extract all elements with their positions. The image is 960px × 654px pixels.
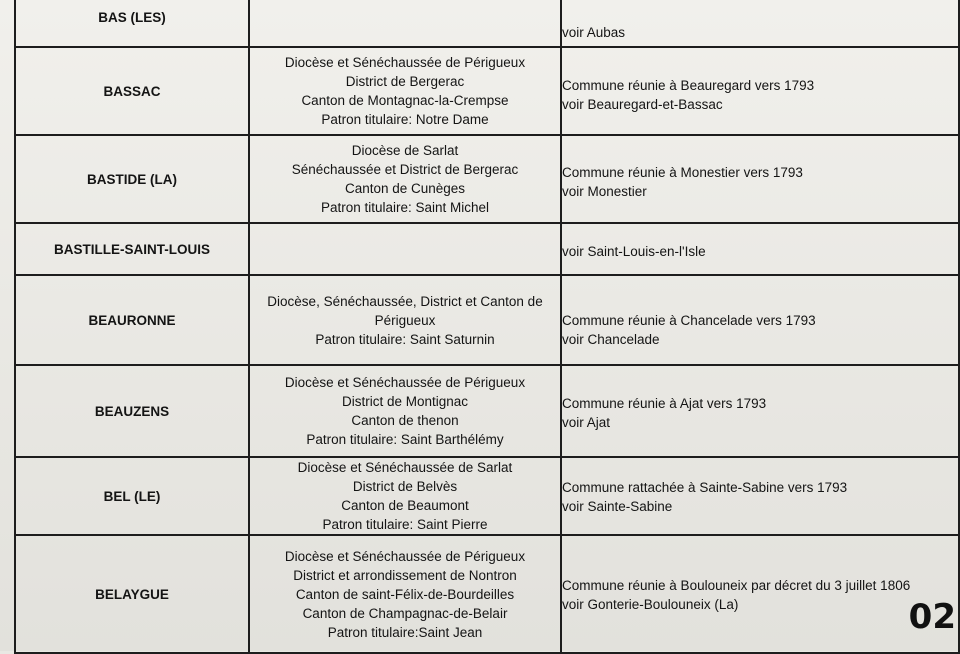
admin-info [249, 275, 561, 365]
commune-notes [561, 47, 959, 135]
commune-register-table [14, 0, 960, 654]
note-line: Commune rattachée à Sainte-Sabine vers 1793 [562, 480, 848, 495]
table-row [15, 0, 959, 47]
note-line: Commune réunie à Ajat vers 1793 [562, 396, 767, 411]
commune-name: BAS (LES) [15, 0, 249, 47]
commune-notes [561, 0, 959, 47]
admin-line: Patron titulaire: Saint Barthélémy [306, 432, 504, 447]
admin-line: Diocèse et Sénéchaussée de Périgueux [284, 375, 526, 390]
admin-info [249, 365, 561, 457]
admin-line: District de Belvès [352, 479, 458, 494]
admin-line: Diocèse et Sénéchaussée de Périgueux [284, 548, 526, 564]
admin-line: Canton de Cunèges [344, 181, 466, 196]
admin-line: Canton de saint-Félix-de-Bourdeilles [295, 586, 515, 602]
admin-line: Sénéchaussée et District de Bergerac [291, 162, 519, 177]
admin-info [249, 535, 561, 653]
admin-info [249, 135, 561, 223]
table-row [15, 535, 959, 653]
admin-line: Patron titulaire: Saint Saturnin [315, 331, 495, 347]
admin-info [249, 223, 561, 275]
note-line: voir Sainte-Sabine [562, 499, 673, 514]
admin-line: Canton de Champagnac-de-Belair [302, 605, 508, 621]
page-number: 02 [908, 597, 956, 637]
admin-info [249, 0, 561, 47]
admin-line: Canton de thenon [351, 413, 459, 428]
admin-line: Patron titulaire: Saint Pierre [322, 517, 488, 532]
commune-name: BASTIDE (LA) [15, 135, 249, 223]
admin-line: Diocèse de Sarlat [351, 143, 459, 158]
table-row [15, 457, 959, 535]
commune-name: BASTILLE-SAINT-LOUIS [15, 223, 249, 275]
admin-line: Patron titulaire: Saint Michel [320, 200, 490, 215]
admin-line: Patron titulaire: Notre Dame [321, 112, 489, 127]
commune-name: BEAURONNE [15, 275, 249, 365]
commune-notes [561, 365, 959, 457]
admin-info [249, 47, 561, 135]
admin-line: District de Bergerac [345, 74, 465, 89]
admin-line: Diocèse et Sénéchaussée de Périgueux [284, 55, 526, 70]
admin-line: District et arrondissement de Nontron [293, 567, 517, 583]
admin-line: Patron titulaire:Saint Jean [327, 624, 483, 640]
table-row [15, 365, 959, 457]
table-row [15, 135, 959, 223]
admin-line: Canton de Beaumont [341, 498, 469, 513]
commune-notes [561, 457, 959, 535]
note-line: Commune réunie à Beauregard vers 1793 [562, 78, 815, 93]
note-line: voir Chancelade [562, 332, 660, 347]
admin-line: District de Montignac [341, 394, 469, 409]
table-row [15, 223, 959, 275]
note-line: voir Beauregard-et-Bassac [562, 97, 723, 112]
table-row [15, 47, 959, 135]
commune-name: BEL (LE) [15, 457, 249, 535]
admin-info [249, 457, 561, 535]
note-line: Commune réunie à Monestier vers 1793 [562, 165, 803, 180]
note-line: voir Ajat [562, 415, 611, 430]
note-line: Commune réunie à Boulouneix par décret du 3 juillet 1806 [562, 578, 911, 593]
admin-line: Diocèse, Sénéchaussée, District et Canton de Périgueux [267, 293, 543, 328]
note-line: voir Gonterie-Boulouneix (La) [562, 597, 739, 612]
commune-name: BASSAC [15, 47, 249, 135]
commune-name: BELAYGUE [15, 535, 249, 653]
admin-line: Diocèse et Sénéchaussée de Sarlat [297, 460, 513, 475]
table-row [15, 275, 959, 365]
admin-line: Canton de Montagnac-la-Crempse [301, 93, 509, 108]
commune-notes [561, 535, 959, 653]
note-line: voir Monestier [562, 184, 647, 199]
commune-notes [561, 275, 959, 365]
note-line: voir Aubas [562, 24, 626, 40]
commune-notes [561, 223, 959, 275]
note-line: Commune réunie à Chancelade vers 1793 [562, 313, 816, 328]
note-line: voir Saint-Louis-en-l'Isle [562, 243, 706, 259]
commune-notes [561, 135, 959, 223]
commune-name: BEAUZENS [15, 365, 249, 457]
